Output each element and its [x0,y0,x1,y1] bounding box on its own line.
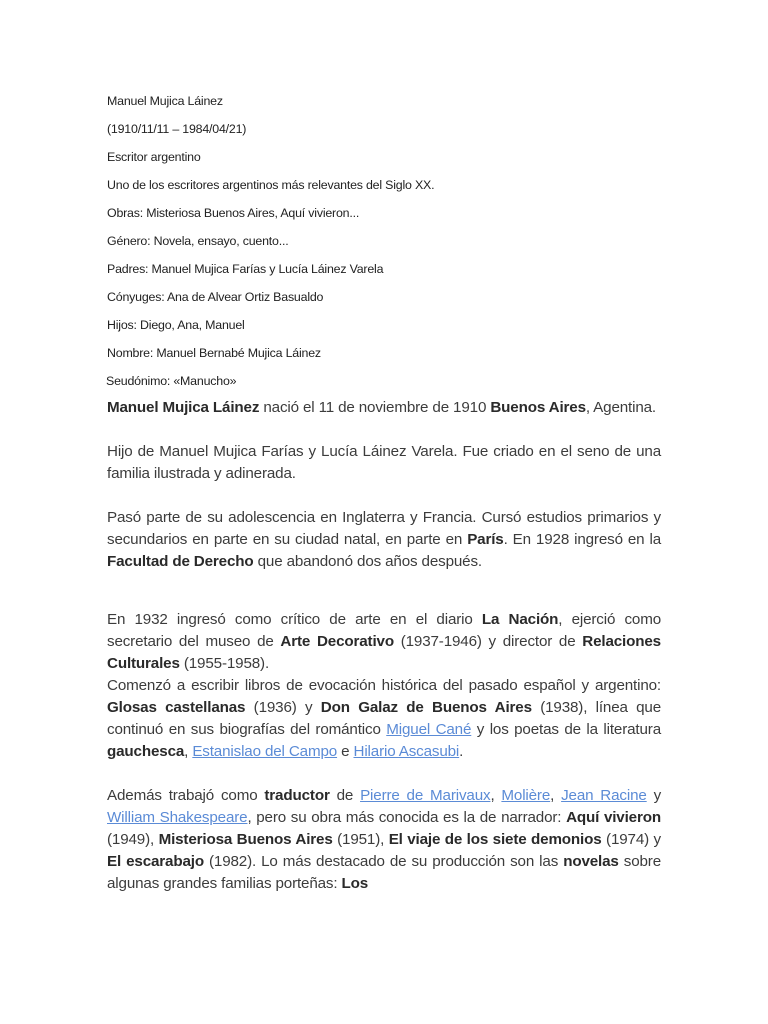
text-run: , [550,787,562,804]
text-run: Además trabajó como [107,787,265,804]
link-estanislao-del-campo[interactable]: Estanislao del Campo [192,743,338,760]
bold-gauchesca: gauchesca [107,743,185,760]
bold-arte: Arte Decorativo [280,633,394,650]
text-run: e [337,743,354,760]
bold-name: Manuel Mujica Láinez [107,399,260,416]
fact-dates: (1910/11/11 – 1984/04/21) [107,122,247,136]
bold-relaciones: Relaciones Culturales [107,633,661,672]
link-moliere[interactable]: Molière [501,787,551,804]
bold-escarabajo: El escarabajo [107,853,204,870]
link-william-shakespeare[interactable]: William Shakespeare [107,809,248,826]
text-run: y [646,787,662,804]
fact-parents: Padres: Manuel Mujica Farías y Lucía Láinez Varela [107,262,384,276]
paragraph-education [107,507,661,573]
text-run: , [490,787,502,804]
bold-novelas: novelas [563,853,619,870]
text-run: En 1932 ingresó como crítico de arte en el diario [107,611,482,628]
fact-name: Manuel Mujica Láinez [107,94,223,108]
paragraph-books [107,675,661,763]
paragraph-gap [107,573,661,609]
text-run: Comenzó a escribir libros de evocación histórica del pasado español y argentino: [107,677,661,694]
text-run: (1949), [107,831,159,848]
paragraph-family: Hijo de Manuel Mujica Farías y Lucía Láinez Varela. Fue criado en el seno de una familia ilustrada y adinerada. [107,443,661,482]
paragraph-career [107,609,661,675]
paragraph-gap [107,419,661,441]
fact-genre: Género: Novela, ensayo, cuento... [107,234,289,248]
fact-children: Hijos: Diego, Ana, Manuel [107,318,245,332]
fact-pseudonym: Seudónimo: «Manucho» [106,374,237,388]
text-run: , ejerció como secretario del museo de [107,611,662,650]
text-run: y los poetas de la literatura [471,721,661,738]
article-body [107,397,661,895]
fact-fullname: Nombre: Manuel Bernabé Mujica Láinez [107,346,321,360]
fact-works: Obras: Misteriosa Buenos Aires, Aquí vivieron... [107,206,360,220]
text-run: que abandonó dos años después. [253,553,482,570]
bold-los: Los [341,875,369,892]
text-run: nació el 11 de noviembre de 1910 [259,399,491,416]
text-run: (1951), [332,831,389,848]
text-run: (1982). Lo más destacado de su producción son las [203,853,564,870]
link-jean-racine[interactable]: Jean Racine [561,787,647,804]
bold-paris: París [467,531,504,548]
bold-viaje: El viaje de los siete demonios [388,831,602,848]
paragraph-birth [107,397,661,419]
text-run: , [184,743,193,760]
bold-glosas: Glosas castellanas [107,699,246,716]
fact-spouse: Cónyuges: Ana de Alvear Ortiz Basualdo [107,290,324,304]
text-run: , Agentina. [585,399,657,416]
paragraph-gap [107,485,661,507]
fact-occupation: Escritor argentino [107,150,201,164]
paragraph-works [107,785,661,895]
paragraph-gap [107,763,661,785]
fact-relevance: Uno de los escritores argentinos más relevantes del Siglo XX. [107,178,435,192]
text-run: Pasó parte de su adolescencia en Inglaterra y Francia. Cursó estudios primarios y secundarios en parte en su ciudad natal, en parte en [107,509,661,548]
text-run: . [459,743,464,760]
text-run: , pero su obra más conocida es la de narrador: [247,809,567,826]
text-run: sobre algunas grandes familias porteñas: [107,853,662,892]
text-run: (1955-1958). [179,655,270,672]
bold-aqui-vivieron: Aquí vivieron [566,809,661,826]
bold-traductor: traductor [264,787,330,804]
text-run: de [329,787,361,804]
text-run: . En 1928 ingresó en la [503,531,661,548]
link-pierre-de-marivaux[interactable]: Pierre de Marivaux [360,787,491,804]
link-miguel-cane[interactable]: Miguel Cané [386,721,472,738]
text-run: (1936) y [245,699,321,716]
bold-misteriosa: Misteriosa Buenos Aires [158,831,333,848]
bold-city: Buenos Aires [490,399,586,416]
bold-galaz: Don Galaz de Buenos Aires [320,699,532,716]
bold-nacion: La Nación [481,611,559,628]
text-run: (1937-1946) y director de [393,633,583,650]
infobox [107,91,667,399]
link-hilario-ascasubi[interactable]: Hilario Ascasubi [353,743,460,760]
text-run: (1938), línea que continuó en sus biografías del romántico [107,699,662,738]
text-run: (1974) y [601,831,661,848]
bold-facultad: Facultad de Derecho [107,553,254,570]
